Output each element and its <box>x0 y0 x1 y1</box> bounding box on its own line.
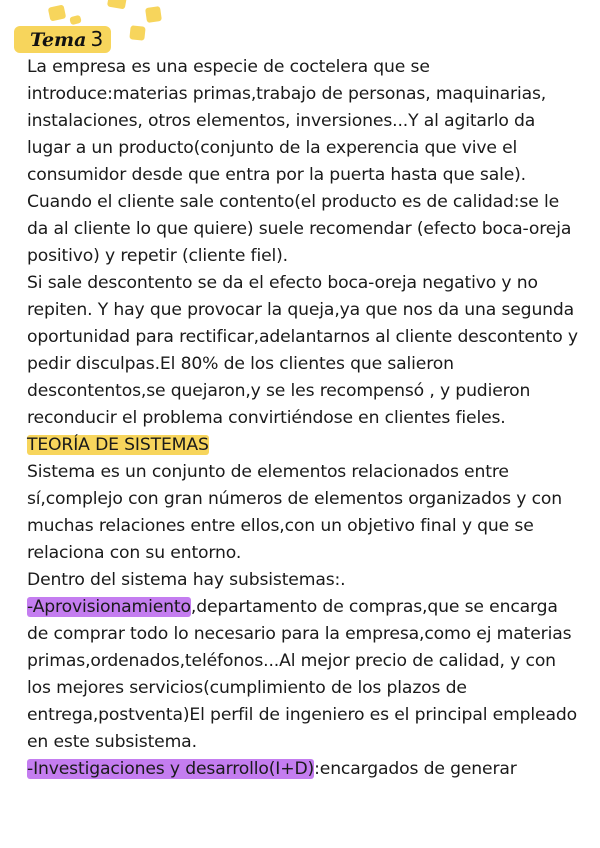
subsystem-term <box>27 597 191 617</box>
subsystem-item <box>27 756 579 783</box>
section-heading <box>27 432 579 459</box>
subsystem-term <box>27 759 314 779</box>
subsystem-item <box>27 594 579 756</box>
subsystem-prefix: - <box>27 597 33 617</box>
decoration-square <box>69 15 82 26</box>
paragraph: La empresa es una especie de coctelera que se introduce:materias primas,trabajo de personas, maquinarias, instalaciones, otros elementos, inversiones...Y al agitarlo da lugar a un producto(conjunto de la experencia que vive el consumidor desde que entra por la puerta hasta que sale). <box>27 57 547 185</box>
section-heading-text: TEORÍA DE SISTEMAS <box>27 435 209 455</box>
subsystem-term-text: Aprovisionamiento <box>32 597 191 617</box>
paragraph: Si sale descontento se da el efecto boca-oreja negativo y no repiten. Y hay que provocar la queja,ya que nos da una segunda oportunidad para rectificar,adelantarnos al cliente descontento y pedir disculpas.El 80% de los clientes que salieron descontentos,se quejaron,y se les recompensó , y pudieron reconducir el problema convirtiéndose en clientes fieles. <box>27 273 578 428</box>
decoration-square <box>48 4 67 21</box>
decoration-square <box>145 6 162 23</box>
subsystem-term-text: Investigaciones y desarrollo(I+D) <box>33 759 315 779</box>
paragraph: Dentro del sistema hay subsistemas:. <box>27 570 346 590</box>
decoration-square <box>129 25 145 40</box>
paragraph: Sistema es un conjunto de elementos relacionados entre sí,complejo con gran números de elementos organizados y con muchas relaciones entre ellos,con un objetivo final y que se relaciona con su entorno. <box>27 462 563 563</box>
subsystem-prefix: - <box>27 759 34 779</box>
title-word: Tema <box>30 29 87 51</box>
note-body <box>27 54 579 783</box>
paragraph: Cuando el cliente sale contento(el producto es de calidad:se le da al cliente lo que quiere) suele recomendar (efecto boca-oreja positivo) y repetir (cliente fiel). <box>27 192 572 266</box>
subsystem-description: ,departamento de compras,que se encarga de comprar todo lo necesario para la empresa,como ej materias primas,ordenados,teléfonos...Al mejor precio de calidad, y con los mejores servicios(cumplimiento de los plazos de entrega,postventa)El perfil de ingeniero es el principal empleado en este subsistema. <box>27 597 577 752</box>
title-number: 3 <box>90 27 104 51</box>
page-title <box>14 26 111 53</box>
title-highlight <box>14 26 111 53</box>
subsystem-description: :encargados de generar <box>314 759 517 779</box>
decoration-square <box>107 0 127 9</box>
